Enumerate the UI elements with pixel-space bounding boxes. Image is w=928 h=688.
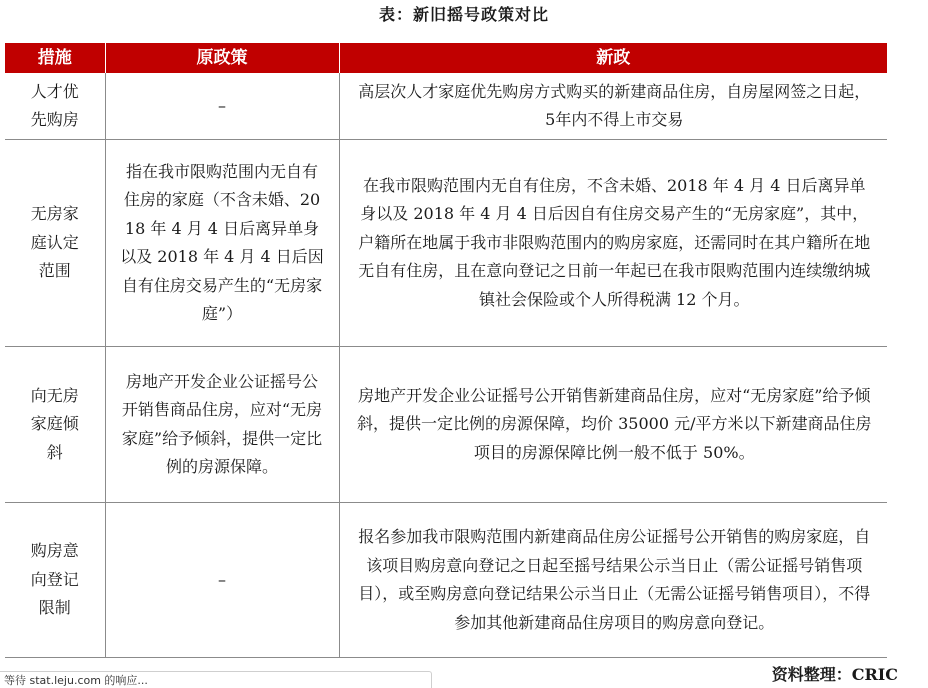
old-policy-cell: –	[105, 73, 339, 140]
source-note: 资料整理：CRIC	[771, 665, 898, 684]
measure-cell: 人才优先购房	[5, 73, 105, 140]
table-row	[5, 347, 887, 503]
table-header-row	[5, 43, 887, 73]
browser-status-bar: 等待 stat.leju.com 的响应...	[0, 671, 432, 688]
table-row	[5, 73, 887, 140]
table-caption: 表：新旧摇号政策对比	[378, 5, 549, 24]
old-policy-cell: –	[105, 503, 339, 658]
table-row	[5, 140, 887, 347]
policy-comparison-table	[5, 43, 887, 658]
old-policy-cell: 指在我市限购范围内无自有住房的家庭（不含未婚、2018 年 4 月 4 日后离异单身以及 2018 年 4 月 4 日后因自有住房交易产生的“无房家庭”）	[105, 140, 339, 347]
measure-cell: 购房意向登记限制	[5, 503, 105, 658]
new-policy-cell: 报名参加我市限购范围内新建商品住房公证摇号公开销售的购房家庭，自该项目购房意向登记之日起至摇号结果公示当日止（需公证摇号销售项目），或至购房意向登记结果公示当日止（无需公证摇号销售项目），不得参加其他新建商品住房项目的购房意向登记。	[339, 503, 887, 658]
measure-cell: 无房家庭认定范围	[5, 140, 105, 347]
header-measure: 措施	[5, 43, 105, 73]
old-policy-cell: 房地产开发企业公证摇号公开销售商品住房，应对“无房家庭”给予倾斜，提供一定比例的房源保障。	[105, 347, 339, 503]
new-policy-cell: 房地产开发企业公证摇号公开销售新建商品住房，应对“无房家庭”给予倾斜，提供一定比例的房源保障，均价 35000 元/平方米以下新建商品住房项目的房源保障比例一般不低于 50%。	[339, 347, 887, 503]
measure-cell: 向无房家庭倾斜	[5, 347, 105, 503]
header-old-policy: 原政策	[105, 43, 339, 73]
new-policy-cell: 在我市限购范围内无自有住房，不含未婚、2018 年 4 月 4 日后离异单身以及 2018 年 4 月 4 日后因自有住房交易产生的“无房家庭”，其中，户籍所在地属于我市非限购范围内的购房家庭，还需同时在其户籍所在地无自有住房，且在意向登记之日前一年起已在我市限购范围内连续缴纳城镇社会保险或个人所得税满 12 个月。	[339, 140, 887, 347]
header-new-policy: 新政	[339, 43, 887, 73]
table-row	[5, 503, 887, 658]
new-policy-cell: 高层次人才家庭优先购房方式购买的新建商品住房，自房屋网签之日起，5年内不得上市交易	[339, 73, 887, 140]
